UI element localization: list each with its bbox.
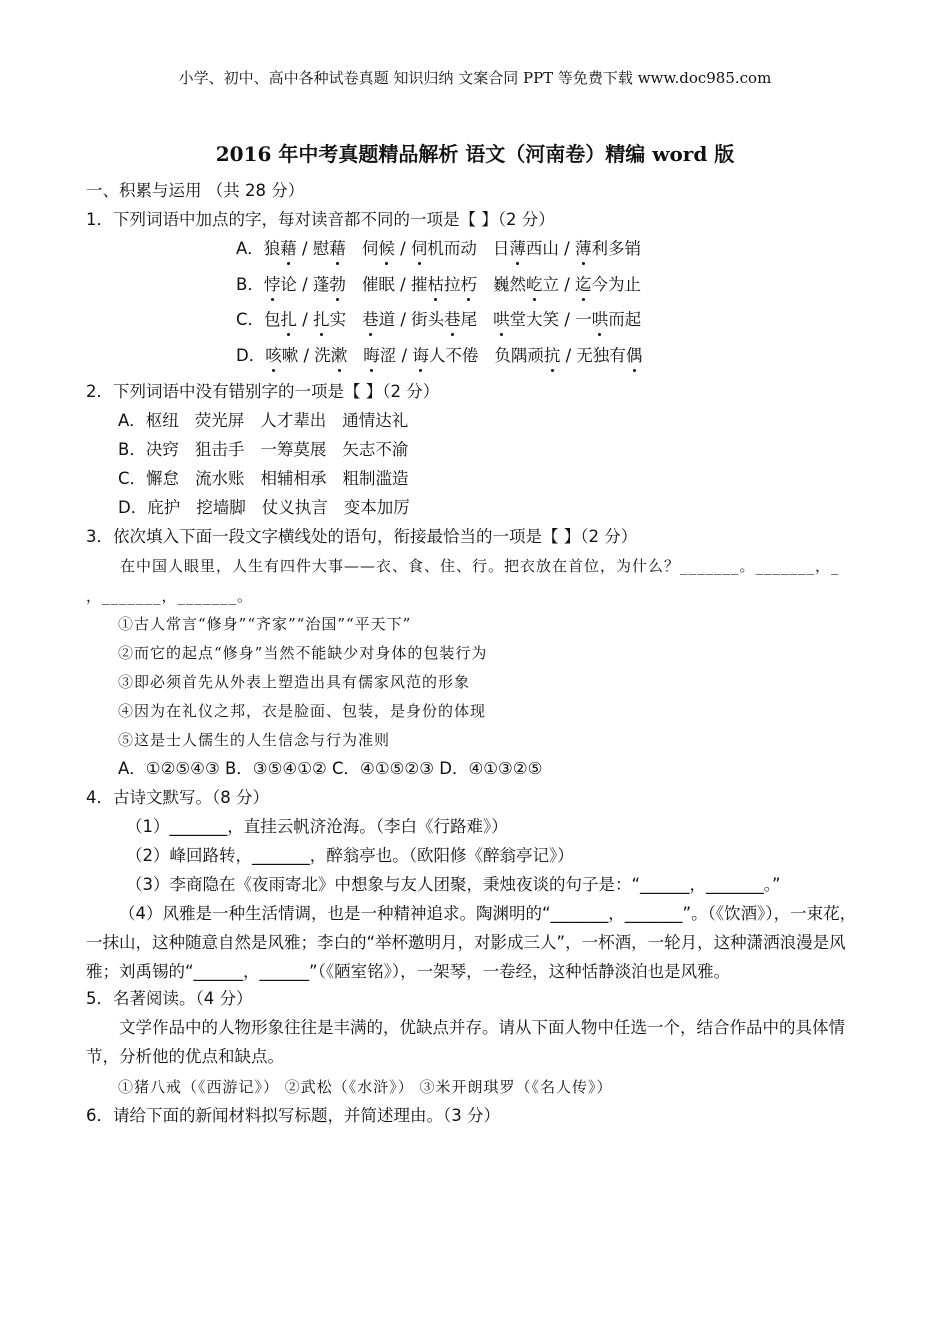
emphasis-char: 抗 <box>543 346 561 365</box>
word-text: 实 <box>329 310 347 329</box>
word-option: 懈怠 <box>146 469 180 488</box>
option-row <box>236 238 641 260</box>
option-letter: B． <box>118 440 146 459</box>
sentence-item: ⑤这是士人儒生的人生信念与行为准则 <box>118 731 391 749</box>
emphasis-char: 扎 <box>280 310 298 329</box>
emphasis-char: 藉 <box>329 239 346 258</box>
word-pair <box>363 346 478 365</box>
emphasis-char: 候 <box>378 239 395 258</box>
character-choices: ①猪八戒（《西游记》） ②武松（《水浒》） ③米开朗琪罗（《名人传》） <box>118 1078 613 1096</box>
word-text: 拉 <box>443 275 461 294</box>
word-pair <box>264 310 346 329</box>
section-heading: 一、积累与运用 （共 28 分） <box>86 181 305 200</box>
word-text: 利多销 <box>591 239 641 258</box>
word-text: 人不倦 <box>428 346 479 365</box>
option-row <box>118 468 425 490</box>
word-text: 日 <box>492 239 510 258</box>
option-letter: D． <box>118 498 148 517</box>
emphasis-char: 迄 <box>575 275 592 294</box>
word-text: 尾 <box>460 310 478 329</box>
option-row <box>118 497 426 519</box>
emphasis-char: 伺 <box>410 239 428 258</box>
option-letter: C． <box>236 310 265 329</box>
poem-blank-3: （3）李商隐在《夜雨寄北》中想象与友人团聚，秉烛夜谈的句子是：“______，_______。” <box>126 875 781 894</box>
word-option: 流水账 <box>195 469 245 488</box>
question-6-stem: 6．请给下面的新闻材料拟写标题，并简述理由。（3 分） <box>86 1106 500 1125</box>
question-3-passage-cont: ，_______，_______。 <box>86 587 254 605</box>
word-text: 包 <box>264 310 281 329</box>
question-3-passage: 在中国人眼里，人生有四件大事——衣、食、住、行。把衣放在首位，为什么？_______。_______，_ <box>120 557 840 575</box>
emphasis-char: 扎 <box>313 310 330 329</box>
word-pair <box>494 346 642 365</box>
word-text: 论 / 蓬 <box>280 275 330 294</box>
emphasis-char: 诲 <box>412 346 429 365</box>
emphasis-char: 勃 <box>329 275 346 294</box>
word-option: 矢志不渝 <box>342 440 409 459</box>
word-option: 荧光屏 <box>194 411 245 430</box>
emphasis-char: 枯 <box>427 275 444 294</box>
word-text: 负隅顽 <box>494 346 544 365</box>
sentence-item: ③即必须首先从外表上塑造出具有儒家风范的形象 <box>118 673 471 691</box>
word-text: 狼 <box>263 239 281 258</box>
emphasis-char: 巷 <box>444 310 461 329</box>
word-text: 伺 <box>361 239 379 258</box>
question-5-instructions: 文学作品中的人物形象往往是丰满的，优缺点并存。请从下面人物中任选一个，结合作品中的具体情节，分析他的优点和缺点。 <box>86 1018 845 1066</box>
question-4-stem: 4．古诗文默写。（8 分） <box>86 788 269 807</box>
poem-blank-4: （4）风雅是一种生活情调，也是一种精神追求。陶渊明的“_______，_______”。（《饮酒》），一束花，一抹山，这种随意自然是风雅；李白的“举杯邀明月，对影成三人”，一杯酒，一轮月，这种潇洒浪漫是风雅；刘禹锡的“______，______”（《陋室铭》），一架琴，一卷经，这种恬静淡泊也是风雅。 <box>86 904 857 981</box>
emphasis-char: 漱 <box>330 346 348 365</box>
emphasis-char: 哄 <box>493 310 510 329</box>
emphasis-char: 屹 <box>525 275 543 294</box>
option-letter: A． <box>236 239 264 258</box>
option-row <box>118 439 424 461</box>
word-text: 今为止 <box>591 275 642 294</box>
emphasis-char: 薄 <box>574 239 592 258</box>
word-text: 道 / 街头 <box>378 310 445 329</box>
option-row <box>236 309 641 331</box>
word-option: 狙击手 <box>194 440 245 459</box>
word-text: 催眠 / 摧 <box>361 275 428 294</box>
word-option: 挖墙脚 <box>196 498 246 517</box>
word-text: 嗽 / 洗 <box>281 346 331 365</box>
word-text: / 无独有 <box>560 346 626 365</box>
option-row <box>118 410 424 432</box>
word-text: 立 / <box>542 275 576 294</box>
word-pair <box>265 346 347 365</box>
sentence-item: ①古人常言“修身”“齐家”“治国”“平天下” <box>118 615 412 633</box>
emphasis-char: 薄 <box>509 239 526 258</box>
word-option: 决窍 <box>145 440 179 459</box>
word-pair <box>362 310 477 329</box>
question-5-stem: 5．名著阅读。（4 分） <box>86 989 253 1008</box>
word-option: 庇护 <box>147 498 181 517</box>
emphasis-char: 悖 <box>263 275 281 294</box>
question-1-stem: 1．下列词语中加点的字，每对读音都不同的一项是【 】（2 分） <box>86 210 555 229</box>
word-text: 机而动 <box>427 239 477 258</box>
word-text: / <box>394 239 411 258</box>
option-letter: B． <box>236 275 264 294</box>
answer-choices: A．①②⑤④③ B．③⑤④①② C．④①⑤②③ D．④①③②⑤ <box>118 759 543 778</box>
word-text: / <box>297 310 314 329</box>
word-option: 相辅相承 <box>260 469 327 488</box>
emphasis-char: 藉 <box>280 239 297 258</box>
word-text: 堂大笑 / 一 <box>509 310 592 329</box>
word-option: 枢纽 <box>145 411 179 430</box>
question-3-stem: 3．依次填入下面一段文字横线处的语句，衔接最恰当的一项是【 】（2 分） <box>86 527 638 546</box>
option-row <box>236 345 642 367</box>
option-letter: C． <box>118 469 147 488</box>
word-option: 人才辈出 <box>260 411 327 430</box>
word-pair <box>362 275 477 294</box>
word-text: 西山 / <box>525 239 575 258</box>
poem-blank-2: （2）峰回路转，_______，醉翁亭也。（欧阳修《醉翁亭记》） <box>126 846 574 865</box>
word-option: 一筹莫展 <box>260 440 327 459</box>
sentence-item: ④因为在礼仪之邦，衣是脸面、包装，是身份的体现 <box>118 702 487 720</box>
word-option: 粗制滥造 <box>342 469 409 488</box>
word-option: 通情达礼 <box>342 411 409 430</box>
word-pair <box>493 275 641 294</box>
option-row <box>236 274 641 296</box>
poem-blank-1: （1）_______，直挂云帆济沧海。（李白《行路难》） <box>126 817 508 836</box>
option-letter: D． <box>236 346 266 365</box>
word-pair <box>264 239 346 258</box>
word-pair <box>362 239 477 258</box>
emphasis-char: 晦 <box>363 346 380 365</box>
word-pair <box>264 275 346 294</box>
page-title: 2016 年中考真题精品解析 语文（河南卷）精编 word 版 <box>215 142 735 166</box>
question-2-stem: 2．下列词语中没有错别字的一项是【 】（2 分） <box>86 382 440 401</box>
word-option: 仗义执言 <box>261 498 328 517</box>
emphasis-char: 咳 <box>265 346 282 365</box>
word-text: / 慰 <box>296 239 330 258</box>
emphasis-char: 巷 <box>362 310 379 329</box>
emphasis-char: 朽 <box>460 275 477 294</box>
word-option: 变本加厉 <box>343 498 410 517</box>
emphasis-char: 偶 <box>625 346 643 365</box>
word-pair <box>493 239 641 258</box>
sentence-item: ②而它的起点“修身”当然不能缺少对身体的包装行为 <box>118 644 488 662</box>
word-text: 涩 / <box>379 346 413 365</box>
word-pair <box>493 310 641 329</box>
word-text: 巍然 <box>492 275 526 294</box>
word-text: 而起 <box>608 310 642 329</box>
emphasis-char: 哄 <box>591 310 609 329</box>
site-banner: 小学、初中、高中各种试卷真题 知识归纳 文案合同 PPT 等免费下载 www.doc985.com <box>178 69 772 87</box>
option-letter: A． <box>118 411 146 430</box>
